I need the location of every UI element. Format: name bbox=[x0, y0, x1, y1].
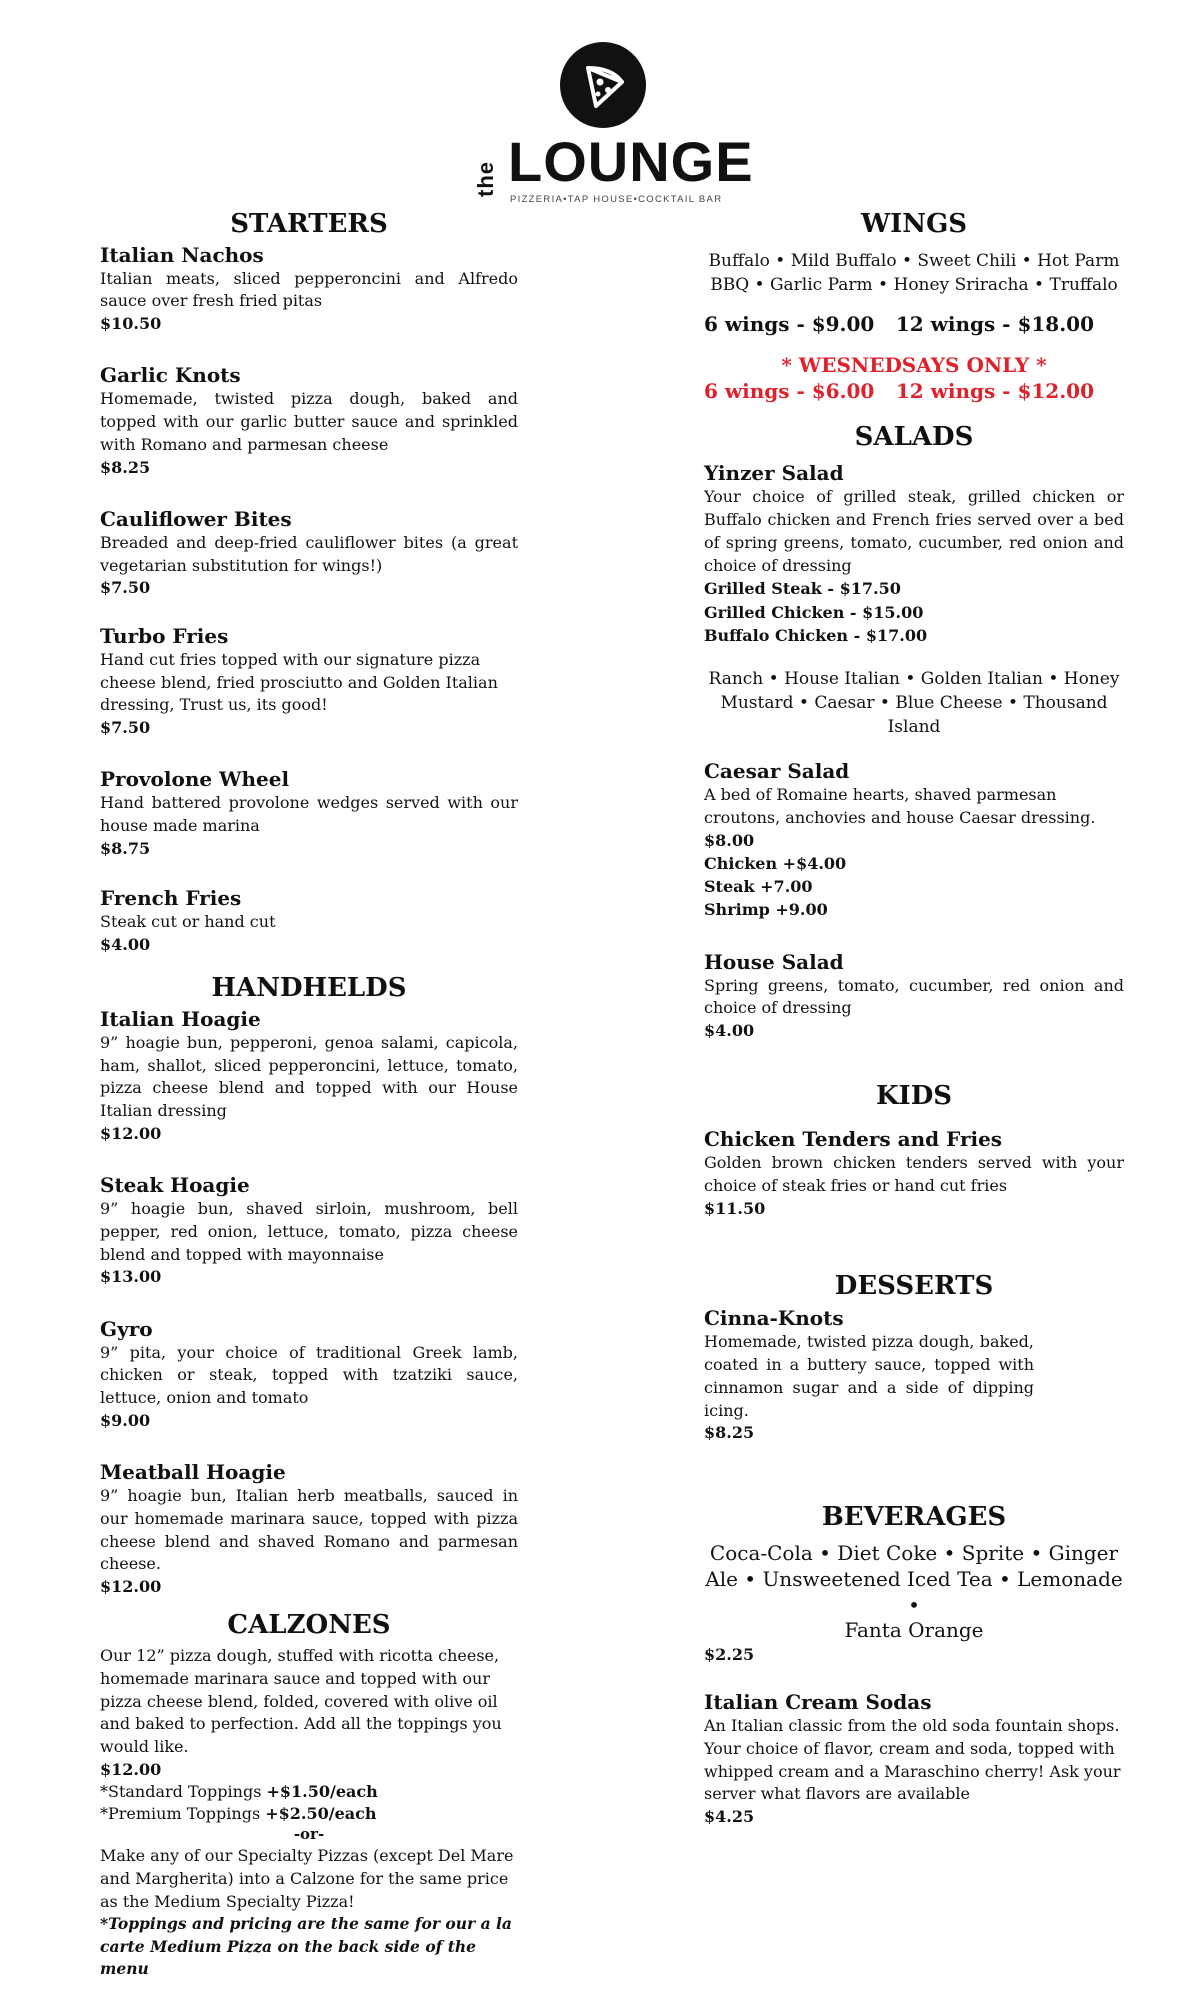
menu-item bbox=[100, 886, 518, 956]
item-price: $13.00 bbox=[100, 1267, 162, 1287]
logo-name: LOUNGE bbox=[508, 130, 754, 193]
menu-item bbox=[100, 363, 518, 479]
item-price: $9.00 bbox=[100, 1410, 151, 1430]
item-name: Chicken Tenders and Fries bbox=[704, 1127, 1003, 1152]
wings-12-price: 12 wings - $18.00 bbox=[895, 311, 1094, 336]
beverage-list: Coca-Cola • Diet Coke • Sprite • Ginger bbox=[709, 1541, 1119, 1566]
menu-item bbox=[100, 1460, 518, 1598]
calzone-description: Our 12” pizza dough, stuffed with ricotta cheese, homemade marinara sauce and topped with our pizza cheese blend, folded, covered with olive oil and baked to perfection. Add all the toppings you would like. bbox=[100, 1646, 502, 1756]
menu-item bbox=[704, 1127, 1124, 1220]
special-12-price: 12 wings - $12.00 bbox=[895, 378, 1094, 403]
calzones-title: CALZONES bbox=[227, 1609, 391, 1640]
dressing-list: Ranch • House Italian • Golden Italian • Honey bbox=[708, 668, 1120, 689]
item-price: $7.50 bbox=[100, 717, 151, 737]
kids-title: KIDS bbox=[875, 1081, 953, 1112]
menu-item bbox=[100, 624, 518, 740]
special-6-price: 6 wings - $6.00 bbox=[704, 378, 875, 403]
salad-addon: Steak +7.00 bbox=[704, 877, 813, 897]
premium-toppings-label: *Premium Toppings bbox=[100, 1803, 266, 1823]
salad-option: Grilled Steak - $17.50 bbox=[704, 579, 901, 599]
item-description: 9” hoagie bun, pepperoni, genoa salami, capicola, ham, shallot, sliced pepperoncini, lettuce, tomato, pizza cheese blend and topped with our House Italian dressing bbox=[100, 1032, 518, 1121]
wing-prices bbox=[704, 311, 1124, 338]
item-description: Hand battered provolone wedges served with our house made marina bbox=[100, 793, 518, 836]
wednesday-special-title: * WESNEDSAYS ONLY * bbox=[781, 352, 1047, 377]
item-price: $8.75 bbox=[100, 838, 151, 858]
salad-option: Grilled Chicken - $15.00 bbox=[704, 602, 924, 622]
specialty-calzone-note: Make any of our Specialty Pizzas (except Del Mare and Margherita) into a Calzone for the same price as the Medium Specialty Pizza! bbox=[100, 1846, 514, 1911]
wings-title: WINGS bbox=[860, 209, 968, 239]
dressing-list: Mustard • Caesar • Blue Cheese • Thousand Island bbox=[720, 693, 1108, 738]
item-description: Steak cut or hand cut bbox=[100, 912, 276, 932]
menu-item bbox=[704, 1306, 1034, 1444]
menu-item bbox=[704, 759, 1124, 921]
wednesday-prices bbox=[704, 378, 1124, 405]
menu-item bbox=[704, 461, 1124, 646]
calzone-price: $12.00 bbox=[100, 1759, 162, 1779]
desserts-title: DESSERTS bbox=[834, 1270, 994, 1301]
item-description: A bed of Romaine hearts, shaved parmesan croutons, anchovies and house Caesar dressing. bbox=[704, 785, 1096, 827]
standard-toppings bbox=[100, 1781, 518, 1803]
item-description: Italian meats, sliced pepperoncini and Alfredo sauce over fresh fried pitas bbox=[100, 268, 518, 311]
item-description: Breaded and deep-fried cauliflower bites (a great vegetarian substitution for wings!) bbox=[100, 532, 518, 575]
salad-addon: Chicken +$4.00 bbox=[704, 854, 847, 874]
left-column bbox=[100, 210, 518, 1981]
beverage-list: Fanta Orange bbox=[844, 1618, 984, 1643]
wing-flavors: Buffalo • Mild Buffalo • Sweet Chili • Hot Parm bbox=[708, 250, 1120, 271]
item-name: Italian Cream Sodas bbox=[704, 1690, 932, 1715]
item-description: An Italian classic from the old soda fountain shops. Your choice of flavor, cream and soda, topped with whipped cream and a Maraschino cherry! Ask your server what flavors are available bbox=[704, 1716, 1121, 1804]
logo bbox=[473, 42, 754, 205]
menu-item bbox=[100, 507, 518, 600]
item-name: Steak Hoagie bbox=[100, 1173, 250, 1198]
beverage-list: Ale • Unsweetened Iced Tea • Lemonade • bbox=[705, 1566, 1123, 1617]
item-name: House Salad bbox=[704, 949, 844, 974]
wings-6-price: 6 wings - $9.00 bbox=[704, 311, 875, 336]
item-description: Spring greens, tomato, cucumber, red onion and choice of dressing bbox=[704, 975, 1124, 1018]
standard-toppings-label: *Standard Toppings bbox=[100, 1782, 267, 1802]
premium-toppings bbox=[100, 1803, 518, 1825]
item-name: French Fries bbox=[100, 886, 242, 911]
item-price: $4.00 bbox=[100, 934, 151, 954]
menu-item bbox=[100, 1173, 518, 1289]
item-price: $12.00 bbox=[100, 1577, 162, 1597]
or-divider: -or- bbox=[293, 1825, 325, 1844]
item-name: Cinna-Knots bbox=[704, 1306, 844, 1331]
pizza-slice-icon bbox=[560, 42, 646, 128]
salads-title: SALADS bbox=[854, 421, 974, 452]
item-name: Yinzer Salad bbox=[704, 461, 844, 486]
item-name: Meatball Hoagie bbox=[100, 1460, 286, 1485]
item-description: Homemade, twisted pizza dough, baked, coated in a buttery sauce, topped with cinnamon sugar and a side of dipping icing. bbox=[704, 1332, 1034, 1420]
right-column bbox=[704, 210, 1124, 1828]
starters-title: STARTERS bbox=[230, 209, 388, 239]
menu-item bbox=[100, 243, 518, 336]
menu-item bbox=[704, 1690, 1124, 1828]
item-description: Hand cut fries topped with our signature pizza cheese blend, fried prosciutto and Golden Italian dressing, Trust us, its good! bbox=[100, 649, 498, 715]
premium-toppings-price: +$2.50/each bbox=[265, 1803, 377, 1823]
salad-addon: Shrimp +9.00 bbox=[704, 900, 828, 920]
item-name: Turbo Fries bbox=[100, 623, 229, 648]
handhelds-title: HANDHELDS bbox=[211, 973, 407, 1004]
item-price: $11.50 bbox=[704, 1198, 766, 1218]
item-price: $8.25 bbox=[100, 457, 151, 477]
item-description: 9” pita, your choice of traditional Greek lamb, chicken or steak, topped with tzatziki sauce, lettuce, onion and tomato bbox=[100, 1342, 518, 1408]
beverage-price: $2.25 bbox=[704, 1644, 755, 1664]
item-name: Gyro bbox=[100, 1316, 153, 1341]
item-price: $7.50 bbox=[100, 578, 151, 598]
menu-item bbox=[100, 767, 518, 860]
item-price: $4.00 bbox=[704, 1021, 755, 1041]
item-price: $10.50 bbox=[100, 314, 162, 334]
item-price: $12.00 bbox=[100, 1123, 162, 1143]
salad-option: Buffalo Chicken - $17.00 bbox=[704, 625, 928, 645]
menu-item bbox=[100, 1317, 518, 1433]
item-description: Your choice of grilled steak, grilled chicken or Buffalo chicken and French fries served over a bed of spring greens, tomato, cucumber, red onion and choice of dressing bbox=[704, 487, 1124, 575]
calzone-item bbox=[100, 1645, 518, 1981]
item-description: Homemade, twisted pizza dough, baked and topped with our garlic butter sauce and sprinkled with Romano and parmesan cheese bbox=[100, 389, 518, 454]
item-name: Caesar Salad bbox=[704, 759, 850, 784]
toppings-footnote: *Toppings and pricing are the same for our a la carte Medium Pizza on the back side of the menu bbox=[100, 1914, 512, 1979]
menu-item bbox=[100, 1007, 518, 1145]
menu-item bbox=[704, 950, 1124, 1043]
item-name: Provolone Wheel bbox=[100, 767, 290, 792]
item-price: $8.25 bbox=[704, 1423, 755, 1443]
standard-toppings-price: +$1.50/each bbox=[266, 1782, 378, 1802]
item-price: $8.00 bbox=[704, 830, 755, 850]
item-price: $4.25 bbox=[704, 1806, 755, 1826]
beverages-title: BEVERAGES bbox=[821, 1501, 1007, 1532]
item-description: 9” hoagie bun, Italian herb meatballs, sauced in our homemade marinara sauce, topped with pizza cheese blend and shaved Romano and parmesan cheese. bbox=[100, 1486, 518, 1574]
logo-tagline: PIZZERIA•TAP HOUSE•COCKTAIL BAR bbox=[510, 194, 723, 205]
item-description: 9” hoagie bun, shaved sirloin, mushroom, bell pepper, red onion, lettuce, tomato, pizza cheese blend and topped with mayonnaise bbox=[100, 1199, 518, 1264]
item-name: Italian Nachos bbox=[100, 242, 264, 267]
wing-flavors: BBQ • Garlic Parm • Honey Sriracha • Truffalo bbox=[710, 274, 1118, 295]
item-name: Italian Hoagie bbox=[100, 1006, 261, 1031]
item-name: Garlic Knots bbox=[100, 363, 241, 388]
item-name: Cauliflower Bites bbox=[100, 506, 292, 531]
logo-the: the bbox=[473, 161, 498, 197]
item-description: Golden brown chicken tenders served with your choice of steak fries or hand cut fries bbox=[704, 1153, 1124, 1195]
